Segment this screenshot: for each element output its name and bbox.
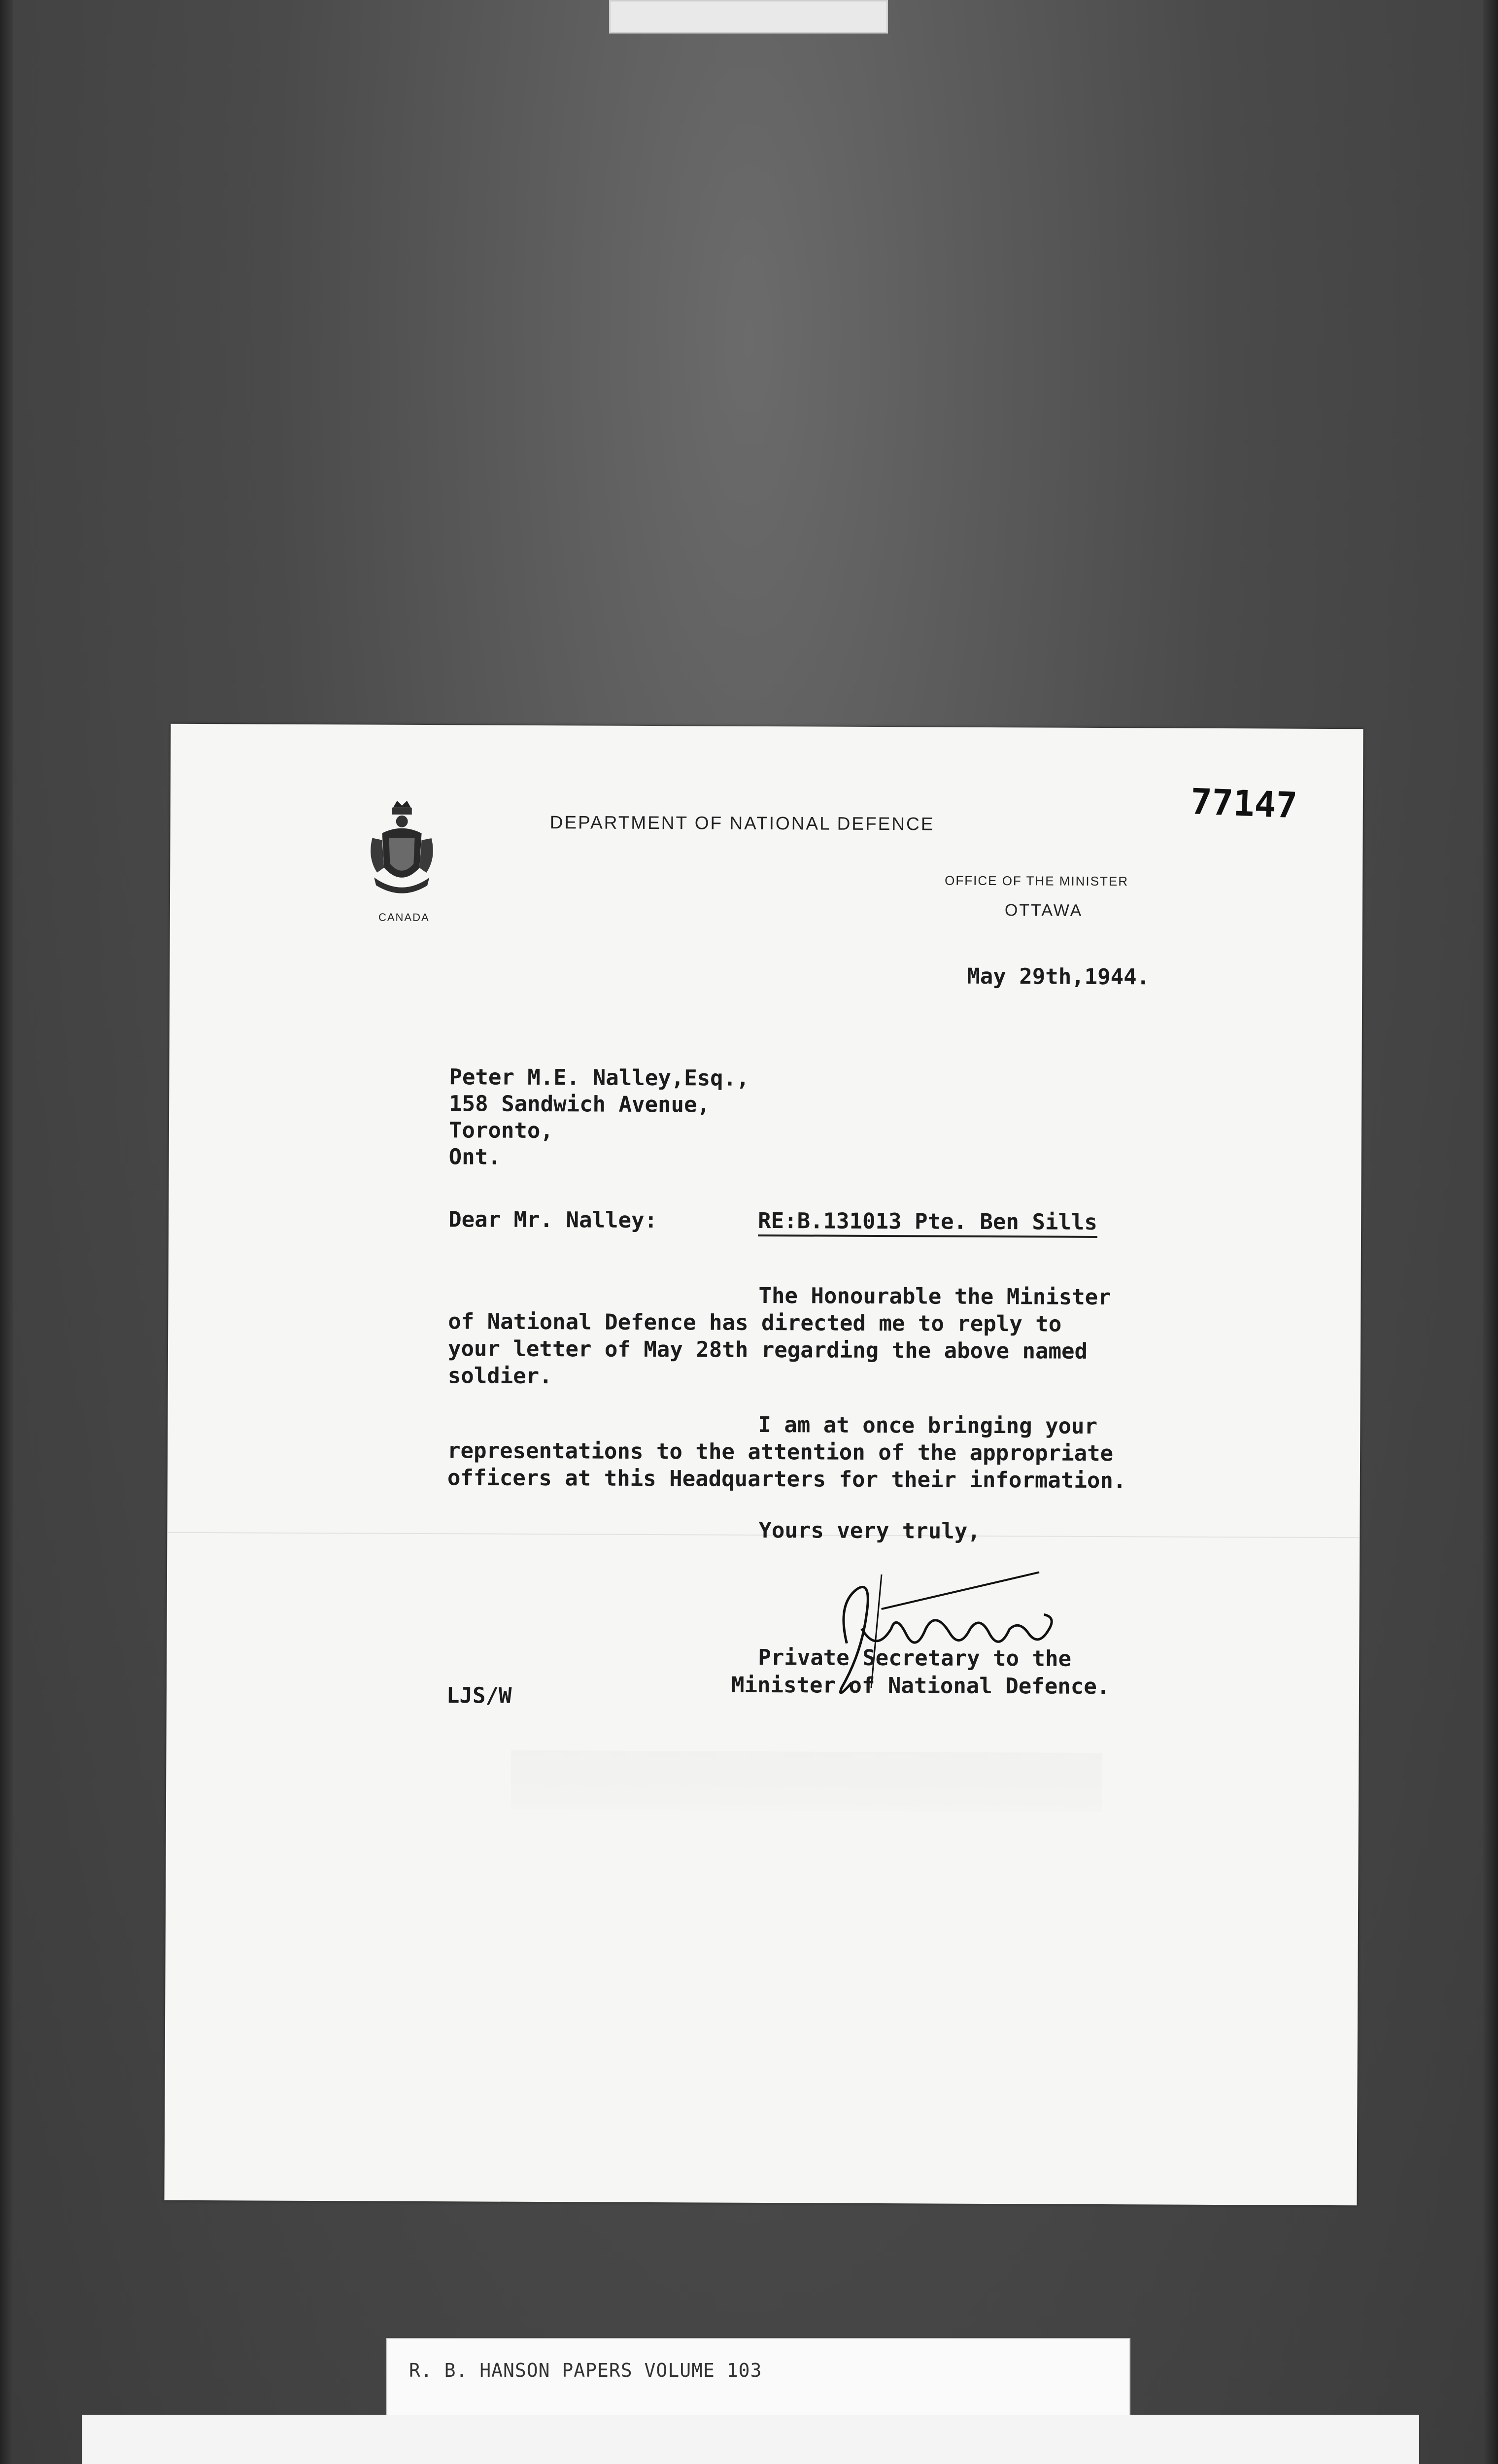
top-tab bbox=[609, 0, 888, 34]
reference-line: RE:B.131013 Pte. Ben Sills bbox=[758, 1208, 1097, 1238]
crest-label: CANADA bbox=[378, 911, 430, 924]
paragraph-line: representations to the attention of the appropriate bbox=[447, 1438, 1114, 1467]
department-heading: DEPARTMENT OF NATIONAL DEFENCE bbox=[549, 812, 935, 834]
typist-initials: LJS/W bbox=[446, 1683, 512, 1709]
letter-body bbox=[447, 1281, 1296, 1516]
file-number: 77147 bbox=[1190, 781, 1298, 826]
city-heading: OTTAWA bbox=[1004, 901, 1083, 920]
paragraph-line: soldier. bbox=[447, 1363, 552, 1389]
address-line: 158 Sandwich Avenue, bbox=[449, 1091, 711, 1118]
address-line: Peter M.E. Nalley,Esq., bbox=[449, 1064, 749, 1091]
closing: Yours very truly, bbox=[758, 1517, 981, 1544]
office-heading: OFFICE OF THE MINISTER bbox=[945, 873, 1129, 889]
film-edge-left bbox=[0, 0, 13, 2464]
salutation: Dear Mr. Nalley: bbox=[448, 1207, 658, 1233]
collection-label bbox=[386, 2338, 1130, 2425]
paragraph-line: of National Defence has directed me to reply to bbox=[448, 1309, 1062, 1337]
collection-label-text: R. B. HANSON PAPERS VOLUME 103 bbox=[409, 2360, 762, 2381]
paragraph-line: officers at this Headquarters for their information. bbox=[447, 1465, 1126, 1494]
letter-page bbox=[164, 724, 1363, 2206]
signer-title-line: Minister of National Defence. bbox=[731, 1672, 1110, 1700]
film-edge-right bbox=[1483, 0, 1498, 2464]
address-line: Toronto, bbox=[448, 1118, 553, 1144]
coat-of-arms-icon bbox=[362, 798, 442, 902]
paragraph-2-first-line: I am at once bringing your bbox=[758, 1412, 1098, 1439]
letter-date: May 29th,1944. bbox=[967, 963, 1150, 990]
paragraph-line: your letter of May 28th regarding the above named bbox=[447, 1336, 1088, 1364]
signer-title-line: Private Secretary to the bbox=[758, 1644, 1072, 1672]
signer-title bbox=[731, 1644, 1110, 1701]
paragraph-1-first-line: The Honourable the Minister bbox=[758, 1283, 1111, 1310]
address-line: Ont. bbox=[448, 1144, 501, 1170]
recipient-address bbox=[449, 1064, 749, 1172]
paragraph-1 bbox=[448, 1281, 1296, 1393]
archive-card bbox=[82, 2415, 1419, 2464]
bleed-through-smudge bbox=[511, 1750, 1103, 1812]
paragraph-2 bbox=[447, 1410, 1295, 1495]
